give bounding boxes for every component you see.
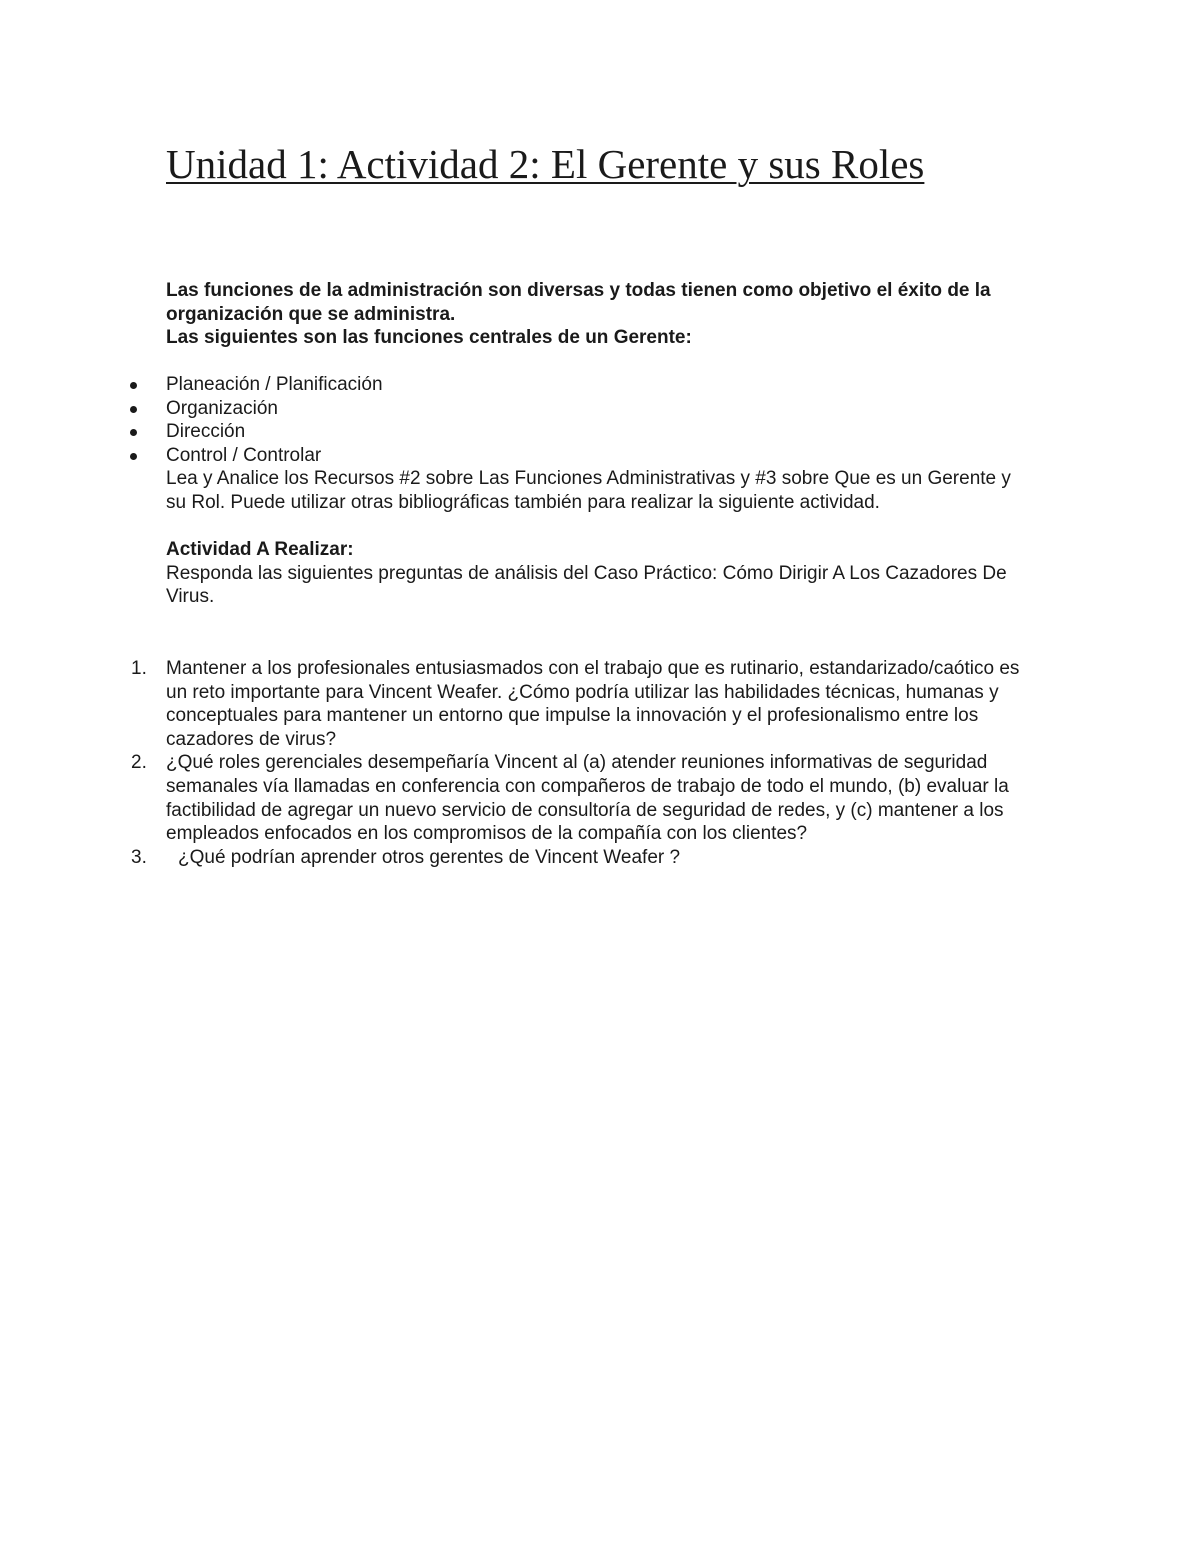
list-item [166, 397, 1036, 421]
spacer [166, 515, 1036, 539]
question-text: ¿Qué podrían aprender otros gerentes de Vincent Weafer ? [178, 846, 681, 868]
function-label: Dirección [166, 421, 246, 443]
functions-list [166, 373, 1036, 609]
list-item [166, 373, 1036, 397]
question-item [131, 846, 1041, 870]
question-number: 1. [131, 658, 147, 679]
activity-heading: Actividad A Realizar: [166, 539, 354, 561]
document-title: Unidad 1: Actividad 2: El Gerente y sus Roles [166, 141, 925, 187]
question-number: 3. [131, 846, 147, 868]
activity-instructions: Responda las siguientes preguntas de análisis del Caso Práctico: Cómo Dirigir A Los Cazadores De Virus. [166, 562, 1007, 608]
intro-line-2: Las siguientes son las funciones centrales de un Gerente: [166, 327, 692, 349]
list-item [166, 444, 1036, 609]
question-item [131, 751, 1041, 845]
reading-note: Lea y Analice los Recursos #2 sobre Las Funciones Administrativas y #3 sobre Que es un Gerente y su Rol. Puede utilizar otras bibliográficas también para realizar la siguiente actividad. [166, 468, 1011, 513]
question-number: 2. [131, 752, 147, 774]
bullet-icon [130, 429, 137, 436]
bullet-icon [130, 453, 137, 460]
function-label: Planeación / Planificación [166, 374, 383, 395]
list-item [166, 420, 1036, 444]
question-text: ¿Qué roles gerenciales desempeñaría Vincent al (a) atender reuniones informativas de seguridad semanales vía llamadas en conferencia con compañeros de trabajo de todo el mundo, (b) evaluar la factibilidad de agregar un nuevo servicio de consultoría de seguridad de redes, y (c) mantener a los empleados enfocados en los compromisos de la compañía con los clientes? [166, 752, 1009, 845]
bullet-icon [130, 406, 137, 413]
function-label: Control / Controlar [166, 444, 322, 466]
intro-paragraph [166, 279, 1036, 350]
bullet-icon [130, 382, 137, 389]
function-label: Organización [166, 397, 278, 419]
question-text: Mantener a los profesionales entusiasmados con el trabajo que es rutinario, estandarizado/caótico es un reto importante para Vincent Weafer. ¿Cómo podría utilizar las habilidades técnicas, humanas y conceptuales para mantener un entorno que impulse la innovación y el profesionalismo entre los cazadores de virus? [166, 658, 1020, 750]
question-item [131, 657, 1041, 751]
questions-list [131, 657, 1041, 869]
intro-line-1: Las funciones de la administración son diversas y todas tienen como objetivo el éxito de la organización que se administra. [166, 280, 991, 325]
